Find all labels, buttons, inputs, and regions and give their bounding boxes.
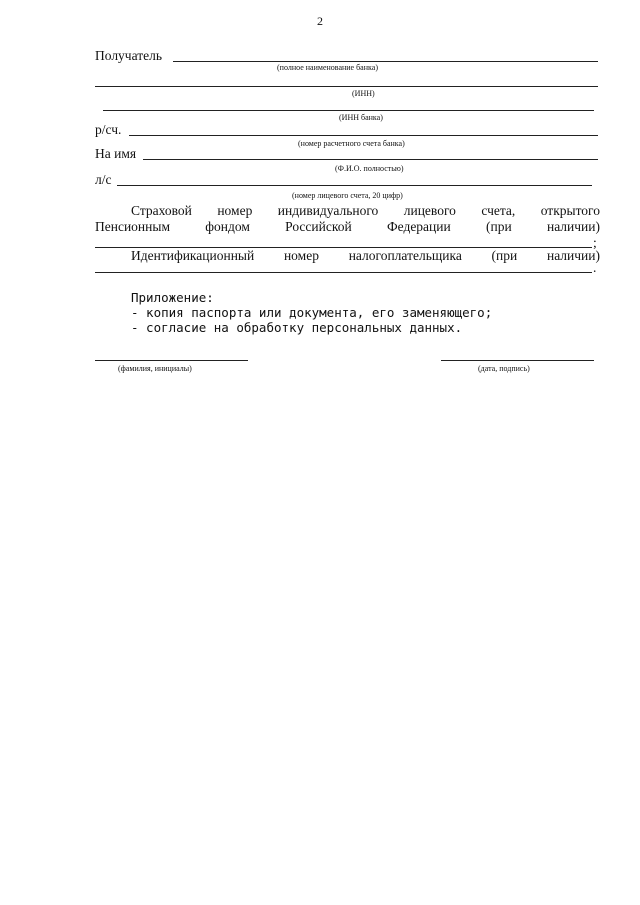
inn-person-word: Идентификационный <box>131 248 255 263</box>
account-caption: (номер расчетного счета банка) <box>298 139 405 148</box>
snils-line-1 <box>131 203 600 219</box>
personal-account-label: л/с <box>95 172 112 187</box>
date-signature-caption: (дата, подпись) <box>478 364 530 373</box>
name-row <box>95 146 598 162</box>
inn-person-word: налогоплательщика <box>348 248 462 263</box>
inn-caption: (ИНН) <box>352 89 375 98</box>
inn-person-word: номер <box>283 248 319 263</box>
inn-person-end-mark: . <box>593 260 597 275</box>
snils-end-mark: ; <box>593 235 597 250</box>
snils-word: Российской <box>285 219 352 234</box>
bank-inn-caption: (ИНН банка) <box>339 113 383 122</box>
personal-account-field[interactable] <box>117 185 592 186</box>
inn-person-field[interactable] <box>95 272 592 273</box>
personal-account-row <box>95 172 598 188</box>
surname-initials-caption: (фамилия, инициалы) <box>118 364 192 373</box>
snils-word: номер <box>217 203 253 218</box>
name-caption: (Ф.И.О. полностью) <box>335 164 404 173</box>
recipient-row <box>95 48 598 64</box>
account-label: р/сч. <box>95 122 122 137</box>
account-row <box>95 122 598 138</box>
snils-word: счета, <box>481 203 516 218</box>
snils-word: Федерации <box>386 219 451 234</box>
bank-name-caption: (полное наименование банка) <box>277 63 378 72</box>
attachment-item: - согласие на обработку персональных данных. <box>131 320 463 335</box>
snils-word: лицевого <box>403 203 456 218</box>
snils-word: открытого <box>540 203 600 218</box>
date-signature-field[interactable] <box>441 360 594 361</box>
attachment-item: - копия паспорта или документа, его заменяющего; <box>131 305 493 320</box>
snils-word: Страховой <box>131 203 192 218</box>
snils-word: индивидуального <box>277 203 379 218</box>
inn-person-word: наличии) <box>546 248 600 263</box>
snils-word: (при <box>486 219 512 234</box>
snils-word: Пенсионным <box>95 219 170 234</box>
inn-field[interactable] <box>95 86 598 87</box>
snils-word: наличии) <box>546 219 600 234</box>
inn-person-line-1 <box>131 248 600 264</box>
snils-line-2 <box>95 219 600 235</box>
bank-inn-field[interactable] <box>103 110 594 111</box>
inn-person-word: (при <box>491 248 518 263</box>
surname-initials-field[interactable] <box>95 360 248 361</box>
snils-word: фондом <box>205 219 250 234</box>
attachments-title: Приложение: <box>131 290 214 305</box>
page-number: 2 <box>317 14 323 28</box>
name-label: На имя <box>95 146 137 161</box>
personal-account-caption: (номер лицевого счета, 20 цифр) <box>292 191 403 200</box>
name-field[interactable] <box>143 159 598 160</box>
recipient-bank-field[interactable] <box>173 61 598 62</box>
account-field[interactable] <box>129 135 598 136</box>
recipient-label: Получатель <box>95 48 163 63</box>
